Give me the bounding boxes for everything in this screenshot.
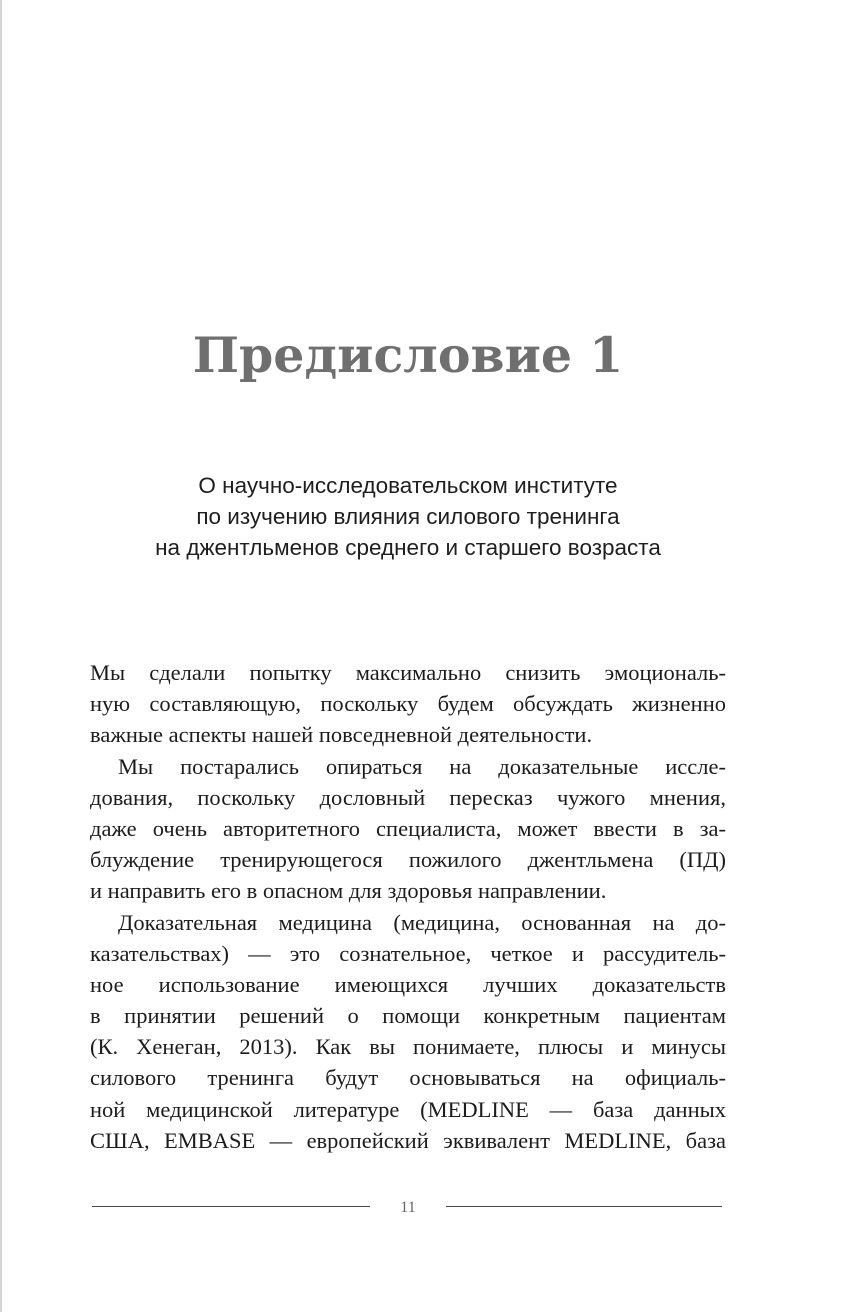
text-line: силового тренинга будут основываться на официаль- — [90, 1065, 726, 1091]
text-line: ное использование имеющихся лучших доказательств — [90, 971, 726, 997]
footer-rule-left — [92, 1206, 370, 1207]
paragraph-3 — [90, 907, 726, 1157]
chapter-subtitle — [90, 470, 726, 563]
subtitle-line: по изучению влияния силового тренинга — [196, 504, 620, 529]
text-line: Мы сделали попытку максимально снизить эмоциональ- — [90, 660, 726, 685]
text-line: важные аспекты нашей повседневной деятельности. — [90, 722, 593, 748]
body-text — [90, 657, 726, 1156]
text-line: казательствах) — это сознательное, четкое и рассудитель- — [90, 940, 726, 966]
text-line: блуждение тренирующегося пожилого джентльмена (ПД) — [90, 847, 726, 873]
footer-rule-right — [446, 1206, 722, 1207]
subtitle-line: О научно-исследовательском институте — [198, 473, 618, 498]
text-line: дования, поскольку дословный пересказ чужого мнения, — [90, 784, 726, 810]
text-line: в принятии решений о помощи конкретным пациентам — [90, 1003, 726, 1029]
page-edge — [0, 0, 2, 1312]
page-number: 11 — [400, 1199, 416, 1216]
subtitle-line: на джентльменов среднего и старшего возраста — [155, 535, 661, 560]
text-line: ной медицинской литературе (MEDLINE — база данных — [90, 1096, 726, 1122]
text-line: (К. Хенеган, 2013). Как вы понимаете, плюсы и минусы — [90, 1034, 726, 1060]
text-line: ную составляющую, поскольку будем обсуждать жизненно — [90, 691, 726, 717]
chapter-title: Предисловие 1 — [192, 326, 624, 384]
paragraph-1 — [90, 657, 726, 751]
text-line: США, EMBASE — европейский эквивалент MEDLINE, база — [90, 1127, 726, 1153]
text-line: Мы постарались опираться на доказательные иссле- — [118, 753, 726, 779]
text-line: и направить его в опасном для здоровья направлении. — [90, 878, 607, 904]
text-line: Доказательная медицина (медицина, основанная на до- — [118, 909, 726, 935]
text-line: даже очень авторитетного специалиста, может ввести в за- — [90, 815, 726, 841]
paragraph-2 — [90, 751, 726, 907]
